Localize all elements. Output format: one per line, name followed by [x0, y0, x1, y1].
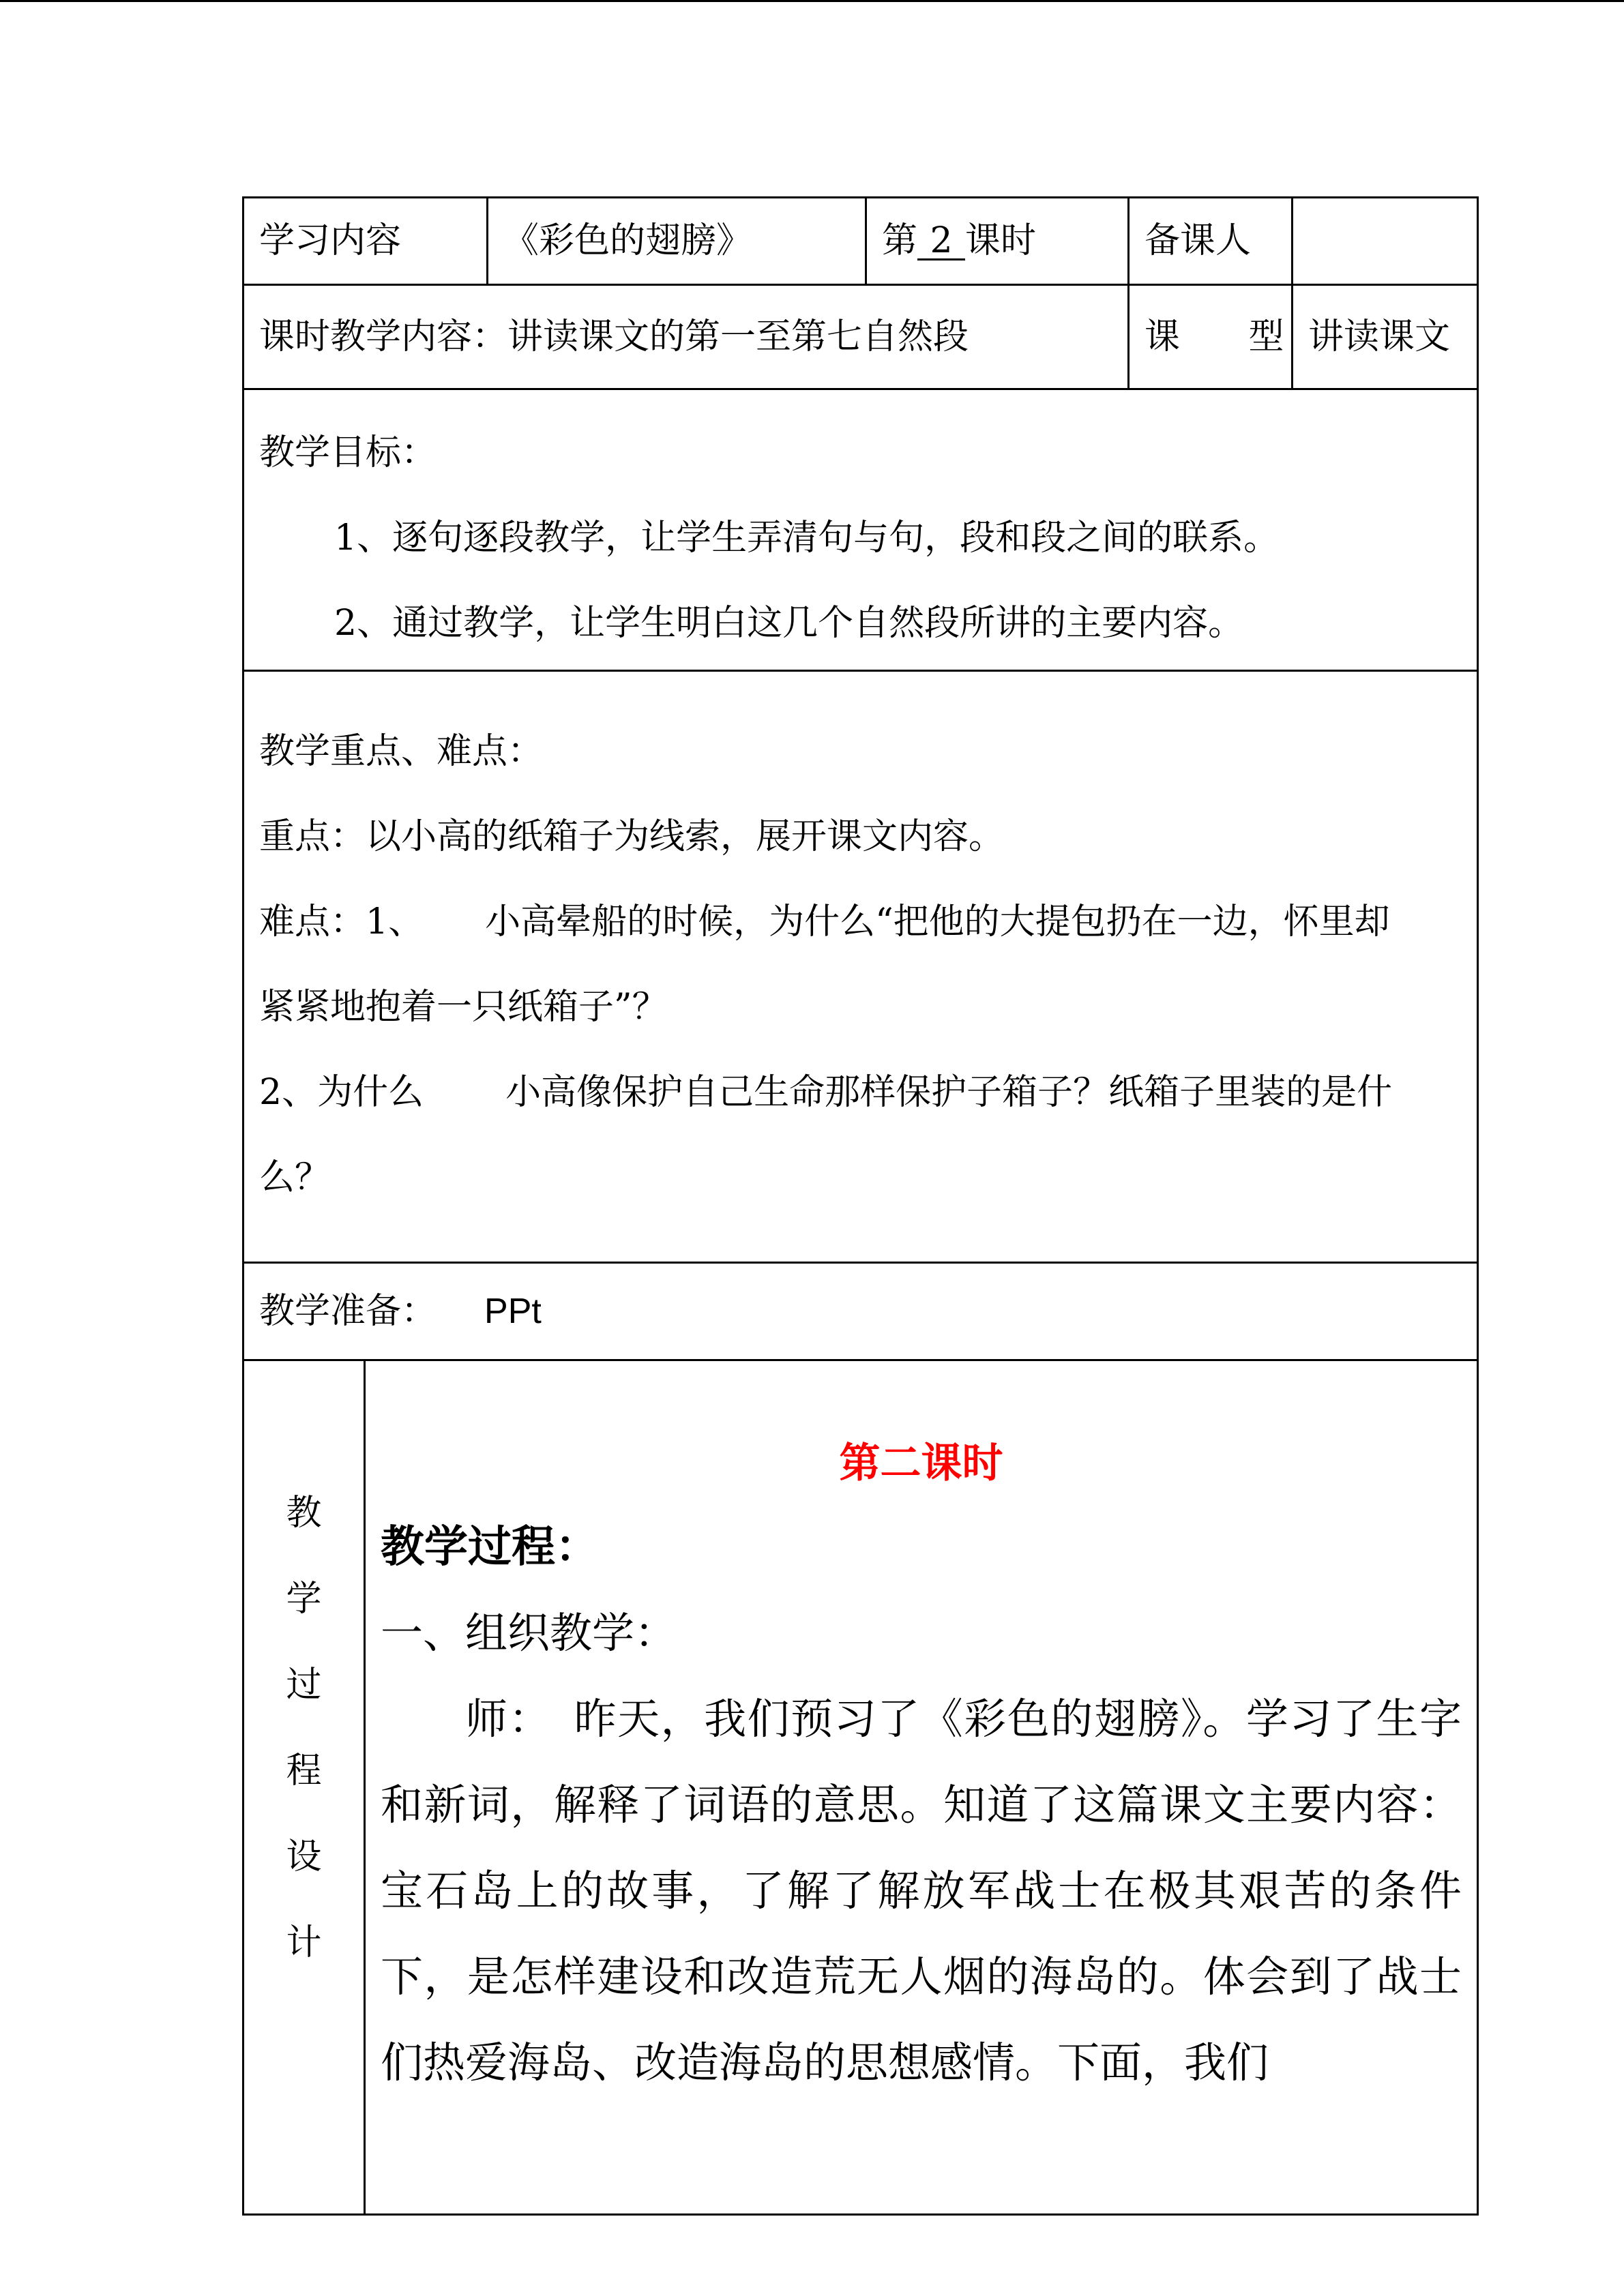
difficulty-2-line [259, 1050, 1462, 1135]
process-heading: 教学过程： [381, 1521, 599, 1572]
side-label-char: 学 [286, 1579, 322, 1620]
type-label: 课 型 [1145, 316, 1313, 357]
preparer-label: 备课人 [1145, 220, 1252, 262]
lesson-name: 《彩色的翅膀》 [503, 220, 752, 262]
difficulty-1-text: 小高晕船的时候，为什么“把他的大提包扔在一边，怀里却 [485, 901, 1390, 942]
process-row [243, 1360, 1478, 2215]
focus-text: 重点：以小高的纸箱子为线索，展开课文内容。 [259, 816, 1005, 857]
teaching-content-cell [243, 285, 1129, 389]
preparation-row [243, 1263, 1478, 1360]
side-label-char: 程 [286, 1750, 322, 1791]
difficulty-1-line [259, 880, 1462, 965]
content-label-cell [243, 198, 488, 285]
lesson-plan-table [242, 196, 1479, 2216]
content-label: 学习内容 [259, 220, 402, 262]
period-number: 2 [917, 223, 965, 260]
process-content-cell [365, 1360, 1478, 2215]
side-label-char: 设 [286, 1836, 322, 1877]
type-value-cell [1293, 285, 1478, 389]
teaching-content: 课时教学内容：讲读课文的第一至第七自然段 [259, 316, 969, 357]
period-prefix: 第 [882, 220, 918, 262]
goal-item: 1、逐句逐段教学，让学生弄清句与句，段和段之间的联系。 [334, 518, 1280, 558]
period-cell [866, 198, 1129, 285]
difficulty-2-continued: 么？ [259, 1157, 331, 1198]
difficulty-1-continued: 紧紧地抱着一只纸箱子”？ [259, 987, 668, 1028]
header-row [243, 198, 1478, 285]
step-heading: 一、组织教学： [381, 1608, 677, 1658]
preparation-cell [243, 1263, 1478, 1360]
preparation-value: PPt [484, 1291, 542, 1331]
goals-heading: 教学目标： [259, 432, 437, 473]
difficulty-1-prefix: 难点：1、 [259, 901, 424, 942]
process-side-label [243, 1360, 365, 2215]
goals-row [243, 389, 1478, 671]
type-value: 讲读课文 [1308, 316, 1451, 357]
difficulty-2-text: 小高像保护自己生命那样保护子箱子？纸箱子里装的是什 [505, 1072, 1393, 1113]
lesson-name-cell [488, 198, 866, 285]
preparer-label-cell [1129, 198, 1293, 285]
side-label-char: 计 [286, 1922, 322, 1963]
side-label-char: 过 [286, 1665, 322, 1705]
period-suffix: 课时 [965, 220, 1037, 262]
keypoints-heading: 教学重点、难点： [259, 731, 544, 772]
lesson-title: 第二课时 [839, 1440, 1003, 1487]
goal-item: 2、通过教学，让学生明白这几个自然段所讲的主要内容。 [334, 603, 1244, 644]
process-paragraph: 师： 昨天，我们预习了《彩色的翅膀》。学习了生字和新词，解释了词语的意思。知道了这篇课文主要内容：宝石岛上的故事，了解了解放军战士在极其艰苦的条件下，是怎样建设和改造荒无人烟的海岛的。体会到了战士们热爱海岛、改造海岛的思想感情。下面，我们 [381, 1694, 1462, 2087]
top-border-line [0, 0, 1624, 2]
keypoints-cell [243, 671, 1478, 1263]
goals-cell [243, 389, 1478, 671]
preparer-value-cell [1293, 198, 1478, 285]
side-label-char: 教 [286, 1493, 322, 1534]
preparation-label: 教学准备： [259, 1290, 437, 1332]
difficulty-2-prefix: 2、为什么 [259, 1072, 424, 1113]
type-label-cell [1129, 285, 1313, 389]
keypoints-row [243, 671, 1478, 1263]
content-row [243, 285, 1478, 389]
